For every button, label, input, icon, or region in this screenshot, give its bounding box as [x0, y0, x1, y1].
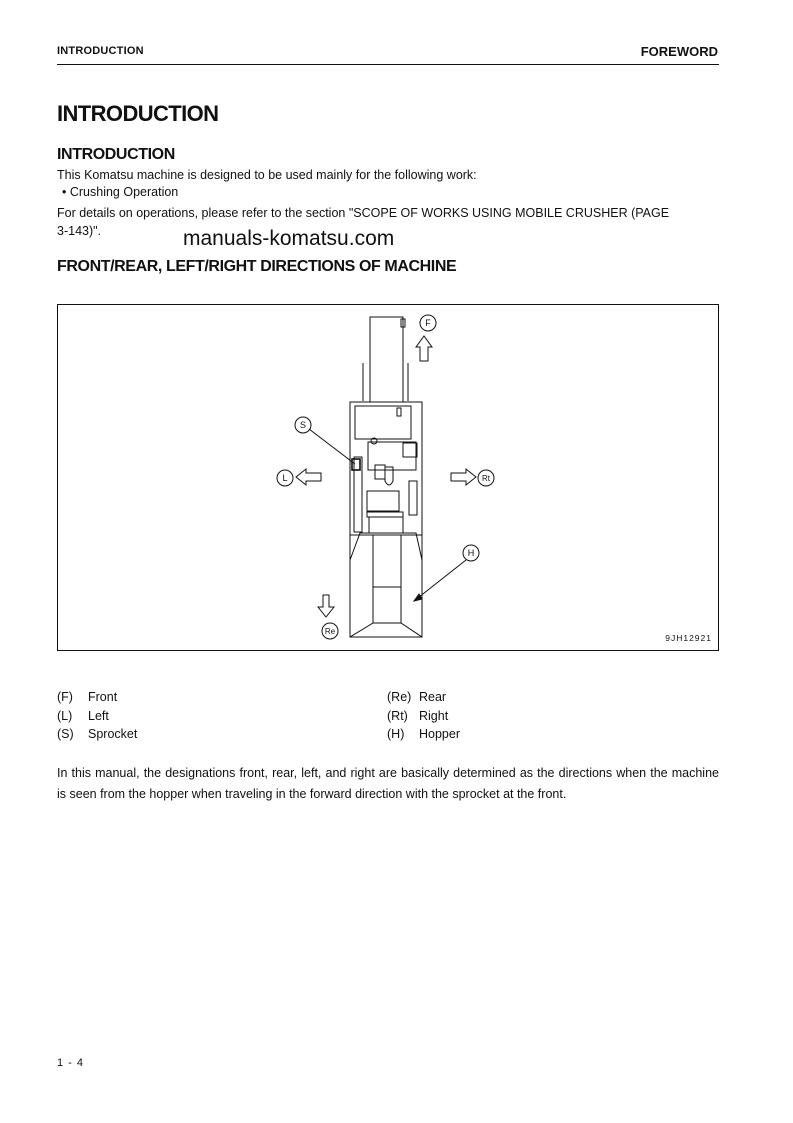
- callout-hopper-label: H: [467, 548, 475, 558]
- reference-line-2: 3-143)".: [57, 224, 102, 238]
- callout-left-label: L: [282, 473, 288, 483]
- rear-arrow: [318, 595, 334, 617]
- page-title: INTRODUCTION: [57, 101, 219, 126]
- machine-diagram: [57, 304, 719, 651]
- legend-row-rear: [387, 688, 460, 707]
- intro-text: This Komatsu machine is designed to be used mainly for the following work:: [57, 168, 477, 182]
- callout-right-label: Rt: [482, 474, 490, 483]
- header-chapter-label: FOREWORD: [640, 44, 718, 59]
- legend-label: Hopper: [419, 727, 460, 741]
- hopper: [350, 535, 422, 637]
- legend-label: Right: [419, 708, 449, 723]
- legend-label: Front: [88, 690, 118, 704]
- left-arrow: [296, 469, 321, 485]
- legend-code: (S): [57, 727, 74, 741]
- header-section-label: INTRODUCTION: [57, 45, 144, 57]
- callout-front-label: F: [425, 318, 431, 328]
- header-rule: [57, 64, 719, 65]
- engine-cover: [355, 406, 411, 439]
- legend-row-hopper: [387, 725, 460, 744]
- figure-code: 9JH12921: [665, 633, 712, 643]
- directions-paragraph: In this manual, the designations front, rear, left, and right are basically determined as the directions when the machine is seen from the hopper when traveling in the forward direction with the sprocket at the front.: [57, 766, 719, 801]
- front-arrow: [416, 336, 432, 361]
- front-conveyor: [370, 317, 403, 402]
- reference-line-1: For details on operations, please refer to the section "SCOPE OF WORKS USING MOBILE CRUSHER (PAGE: [57, 206, 670, 220]
- legend-row-sprocket: [57, 725, 137, 744]
- watermark: manuals-komatsu.com: [183, 227, 395, 250]
- legend-code: (Re): [387, 690, 412, 704]
- legend-label: Rear: [419, 690, 447, 704]
- legend-left: [57, 688, 137, 744]
- callout-rear-label: Re: [324, 627, 336, 636]
- bullet-dot-icon: •: [62, 185, 70, 199]
- sprocket-mark: [352, 459, 360, 470]
- right-track: [409, 481, 417, 515]
- legend-label: Left: [88, 708, 109, 723]
- sprocket-leader: [309, 429, 355, 464]
- legend-code: (Rt): [387, 708, 408, 723]
- intro-heading: INTRODUCTION: [57, 146, 175, 163]
- legend-row-front: [57, 688, 137, 707]
- directions-heading: FRONT/REAR, LEFT/RIGHT DIRECTIONS OF MACHINE: [57, 258, 457, 275]
- legend-right: [387, 688, 460, 744]
- machine-drawing: [58, 305, 718, 650]
- legend-code: (H): [387, 727, 405, 741]
- legend-code: (L): [57, 708, 73, 723]
- bullet-text: Crushing Operation: [69, 185, 179, 199]
- legend-row-right: [387, 707, 460, 726]
- right-arrow: [451, 469, 476, 485]
- legend-row-left: [57, 707, 137, 726]
- bullet-item: [62, 185, 178, 199]
- legend-label: Sprocket: [88, 727, 138, 741]
- page-number: 1 - 4: [57, 1057, 85, 1069]
- legend-code: (F): [57, 690, 73, 704]
- callout-sprocket-label: S: [299, 420, 307, 430]
